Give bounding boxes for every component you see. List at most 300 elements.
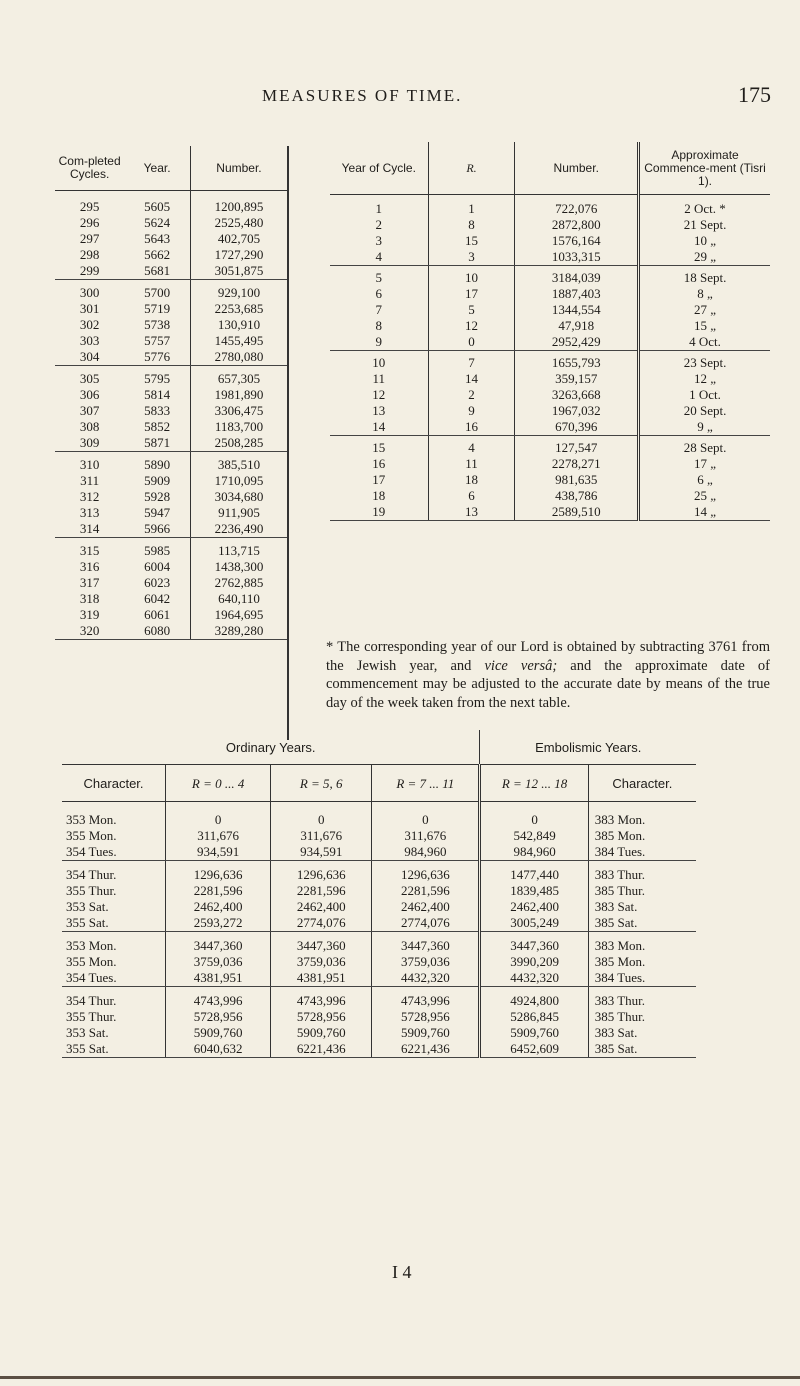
table-cell: 1438,300 [190,559,287,575]
table-cell: 1655,793 [515,351,639,372]
table-cell: 313 [79,505,100,520]
table-cell: 21 Sept. [639,217,770,233]
table-cell: 3184,039 [515,266,639,287]
table-cell: 2589,510 [515,504,639,521]
table-row [62,828,696,844]
footnote-text: * The corresponding year of our Lord is obtained by subtracting 3761 from the Jewish year, and [326,639,770,674]
table-cell: 9 [428,403,515,419]
table-row [62,932,696,955]
table-cell: 0 [271,802,372,829]
table-cell: 6 [428,488,515,504]
table-cell: 311,676 [372,828,480,844]
table-cell: 319 [79,607,100,622]
table-cell: 308 [79,419,100,434]
table-cell: 305 [79,371,100,386]
table-cell: 8 [428,217,515,233]
table-row [62,883,696,899]
table-row [55,231,287,247]
table-cell: 23 Sept. [639,351,770,372]
table-cell: 15 „ [639,318,770,334]
table-cell: 309 [55,435,124,452]
table-row [330,504,770,521]
table-cell: 670,396 [515,419,639,436]
table-cell: 5681 [124,263,190,280]
table-cell: 354 Thur. [66,993,117,1008]
table-cell: 14 [330,419,428,436]
table-cell: 1710,095 [190,473,287,489]
table-cell: 385,510 [190,452,287,474]
table-cell: 298 [79,247,100,262]
table-cell: 984,960 [480,844,588,861]
table-row [55,317,287,333]
table-cell: 384 Tues. [588,970,696,987]
table-cell: 2780,080 [190,349,287,366]
table-cell: 307 [79,403,100,418]
signature-mark: I 4 [392,1262,412,1282]
table-cell: 5833 [144,403,171,418]
table-row [62,1025,696,1041]
table-cell: 6042 [144,591,171,606]
table-cell: 3289,280 [190,623,287,640]
table-cell: 296 [79,215,100,230]
table-cell: 1 [375,201,383,216]
table-cell: 2462,400 [480,899,588,915]
table-cell: 113,715 [190,538,287,560]
table-cell: 385 Sat. [588,1041,696,1058]
table-row [55,538,287,560]
table-cell: 383 Thur. [588,861,696,884]
table-cell: 5814 [144,387,171,402]
table-cell: 7 [375,302,383,317]
table-cell: 4432,320 [480,970,588,987]
table-cell: 5871 [124,435,190,452]
table-row [55,387,287,403]
table-row [62,802,696,829]
table-cell: 3759,036 [372,954,480,970]
table-cell: 6221,436 [372,1041,480,1058]
table-cell: 383 Thur. [588,987,696,1010]
table-cell: 911,905 [190,505,287,521]
table-cell: 5643 [144,231,171,246]
table-row [55,247,287,263]
table-cell: 130,910 [190,317,287,333]
table-cell: 355 Mon. [66,954,117,969]
table-cell: 8 [375,318,383,333]
table-cell: 359,157 [515,371,639,387]
table-cell: 3447,360 [372,932,480,955]
col-header-number: Number. [515,142,639,195]
table-cell: 355 Sat. [62,1041,166,1058]
table-cell: 299 [55,263,124,280]
table-cell: 311,676 [166,828,271,844]
table-row [330,249,770,266]
table-cell: 1477,440 [480,861,588,884]
table-row [55,435,287,452]
table-cell: 383 Sat. [588,1025,696,1041]
table-row [62,1041,696,1058]
embolismic-years-heading: Embolismic Years. [480,730,696,765]
table-cell: 5776 [124,349,190,366]
table-cell: 385 Sat. [588,915,696,932]
table-cell: 6 „ [639,472,770,488]
table-cell: 3759,036 [271,954,372,970]
table-cell: 5624 [144,215,171,230]
table-cell: 383 Mon. [588,802,696,829]
table-row [330,472,770,488]
ordinary-embolismic-body [62,802,696,1058]
table-cell: 2525,480 [190,215,287,231]
table-cell: 12 „ [639,371,770,387]
table-row [55,623,287,640]
table-cell: 2774,076 [271,915,372,932]
table-cell: 1455,495 [190,333,287,349]
table-cell: 5728,956 [372,1009,480,1025]
table-cell: 1967,032 [515,403,639,419]
table-cell: 295 [79,199,100,214]
table-cell: 314 [55,521,124,538]
table-cell: 4 [330,249,428,266]
table-cell: 5719 [144,301,171,316]
table-row [62,970,696,987]
completed-cycles-table [55,146,287,640]
col-header-r: R. [428,142,515,195]
table-cell: 11 [428,456,515,472]
table-row [62,844,696,861]
table-row [62,954,696,970]
table-cell: 20 Sept. [639,403,770,419]
table-cell: 12 [372,387,386,402]
table-cell: 2 [428,387,515,403]
table-rule [287,146,289,740]
table-row [55,349,287,366]
table-cell: 300 [79,285,100,300]
table-cell: 304 [55,349,124,366]
table-cell: 4743,996 [271,987,372,1010]
table-cell: 17 [372,472,386,487]
col-header-r-0-4: R = 0 ... 4 [166,765,271,802]
table-cell: 6061 [144,607,171,622]
table-row [330,334,770,351]
footnote-italic: vice versâ; [484,657,558,674]
table-cell: 1727,290 [190,247,287,263]
footnote [326,638,770,712]
table-cell: 6452,609 [480,1041,588,1058]
table-cell: 2236,490 [190,521,287,538]
table-cell: 5 [375,270,383,285]
table-row [330,387,770,403]
table-cell: 4432,320 [372,970,480,987]
table-row [330,351,770,372]
ordinary-years-heading: Ordinary Years. [62,730,480,765]
table-cell: 5909,760 [480,1025,588,1041]
table-cell: 3990,209 [480,954,588,970]
table-cell: 2462,400 [372,899,480,915]
table-cell: 354 Tues. [62,970,166,987]
table-cell: 11 [372,371,386,386]
col-header-r-5-6: R = 5, 6 [271,765,372,802]
table-cell: 18 [428,472,515,488]
table-row [330,456,770,472]
table-cell: 2462,400 [271,899,372,915]
table-cell: 47,918 [515,318,639,334]
table-cell: 0 [480,802,588,829]
table-cell: 15 [372,440,386,455]
table-cell: 301 [79,301,100,316]
table-cell: 384 Tues. [588,844,696,861]
table-cell: 6080 [124,623,190,640]
table-cell: 4381,951 [271,970,372,987]
table-cell: 2253,685 [190,301,287,317]
table-cell: 0 [166,802,271,829]
col-header-year: Year. [124,146,190,191]
table-cell: 6221,436 [271,1041,372,1058]
table-row [330,318,770,334]
table-row [55,473,287,489]
table-cell: 3034,680 [190,489,287,505]
table-cell: 355 Thur. [66,1009,117,1024]
table-cell: 1 [428,195,515,218]
table-cell: 6023 [144,575,171,590]
table-cell: 302 [79,317,100,332]
table-cell: 1 Oct. [639,387,770,403]
table-cell: 2462,400 [166,899,271,915]
table-cell: 10 „ [639,233,770,249]
ordinary-embolismic-table [62,730,696,1058]
table-row [55,419,287,435]
table-cell: 4 Oct. [639,334,770,351]
table-cell: 2 [375,217,383,232]
table-cell: 355 Mon. [66,828,117,843]
table-cell: 722,076 [515,195,639,218]
table-cell: 5909,760 [166,1025,271,1041]
table-cell: 16 [428,419,515,436]
table-cell: 5700 [144,285,171,300]
table-cell: 3306,475 [190,403,287,419]
table-cell: 19 [330,504,428,521]
table-cell: 355 Sat. [62,915,166,932]
table-row [330,195,770,218]
table-cell: 1033,315 [515,249,639,266]
table-row [330,419,770,436]
table-cell: 10 [428,266,515,287]
table-cell: 1296,636 [271,861,372,884]
table-cell: 9 [330,334,428,351]
table-cell: 438,786 [515,488,639,504]
table-cell: 14 „ [639,504,770,521]
table-cell: 383 Sat. [588,899,696,915]
table-cell: 310 [79,457,100,472]
table-cell: 3447,360 [166,932,271,955]
table-row [330,488,770,504]
table-cell: 13 [372,403,386,418]
table-row [62,899,696,915]
table-row [55,280,287,302]
table-cell: 353 Mon. [66,938,117,953]
table-cell: 1296,636 [166,861,271,884]
table-cell: 5728,956 [271,1009,372,1025]
table-row [55,607,287,623]
table-cell: 2508,285 [190,435,287,452]
table-cell: 929,100 [190,280,287,302]
table-cell: 640,110 [190,591,287,607]
table-cell: 984,960 [372,844,480,861]
table-row [330,286,770,302]
table-cell: 15 [428,233,515,249]
table-cell: 1344,554 [515,302,639,318]
table-row [55,301,287,317]
table-cell: 16 [372,456,386,471]
page-number: 175 [738,82,771,107]
table-cell: 5909 [144,473,171,488]
col-header-year-of-cycle: Year of Cycle. [330,142,428,195]
page-edge [0,1376,800,1379]
table-cell: 5728,956 [166,1009,271,1025]
table-row [330,403,770,419]
table-cell: 5852 [144,419,171,434]
table-row [62,987,696,1010]
table-cell: 303 [79,333,100,348]
table-row [55,215,287,231]
table-cell: 934,591 [271,844,372,861]
table-cell: 385 Thur. [588,883,696,899]
table-cell: 2281,596 [372,883,480,899]
table-cell: 354 Thur. [66,867,117,882]
col-header-character: Character. [62,765,166,802]
table-cell: 5662 [144,247,171,262]
table-row [55,489,287,505]
table-cell: 385 Mon. [588,954,696,970]
table-cell: 5947 [144,505,171,520]
table-cell: 28 Sept. [639,436,770,457]
table-cell: 5985 [144,543,171,558]
table-cell: 9 „ [639,419,770,436]
col-header-number: Number. [190,146,287,191]
col-header-completed-cycles: Com-pleted Cycles. [55,146,124,191]
table-cell: 12 [428,318,515,334]
table-row [55,505,287,521]
table-cell: 320 [55,623,124,640]
table-cell: 17 „ [639,456,770,472]
table-cell: 355 Thur. [66,883,117,898]
table-cell: 316 [79,559,100,574]
table-cell: 6040,632 [166,1041,271,1058]
table-cell: 3 [375,233,383,248]
table-cell: 2872,800 [515,217,639,233]
table-row [55,559,287,575]
table-cell: 1964,695 [190,607,287,623]
table-cell: 5928 [144,489,171,504]
table-cell: 317 [79,575,100,590]
table-row [55,575,287,591]
table-cell: 7 [428,351,515,372]
table-cell: 981,635 [515,472,639,488]
table-cell: 4743,996 [166,987,271,1010]
table-row [55,263,287,280]
table-cell: 29 „ [639,249,770,266]
table-row [55,591,287,607]
table-cell: 315 [79,543,100,558]
table-cell: 1296,636 [372,861,480,884]
table-cell: 5795 [144,371,171,386]
col-header-commencement: Approximate Commence-ment (Tisri 1). [639,142,770,195]
table-cell: 3005,249 [480,915,588,932]
table-cell: 5909,760 [271,1025,372,1041]
table-cell: 27 „ [639,302,770,318]
table-cell: 6004 [144,559,171,574]
table-cell: 2 Oct. * [639,195,770,218]
year-of-cycle-body [330,195,770,521]
table-cell: 3 [428,249,515,266]
table-cell: 2774,076 [372,915,480,932]
table-row [330,436,770,457]
table-cell: 353 Sat. [66,1025,109,1040]
table-row [330,371,770,387]
table-cell: 657,305 [190,366,287,388]
table-cell: 3263,668 [515,387,639,403]
table-cell: 318 [79,591,100,606]
footnote-text-end: and the approximate date of commencement may be adjusted to the accurate date by means of the true day of the week taken from the next table. [326,657,770,711]
table-cell: 4924,800 [480,987,588,1010]
table-cell: 18 Sept. [639,266,770,287]
table-cell: 1200,895 [190,191,287,216]
table-cell: 5605 [144,199,171,214]
table-cell: 0 [428,334,515,351]
table-cell: 3447,360 [480,932,588,955]
table-cell: 8 „ [639,286,770,302]
table-cell: 4381,951 [166,970,271,987]
table-cell: 354 Tues. [62,844,166,861]
table-cell: 1839,485 [480,883,588,899]
table-row [330,302,770,318]
table-cell: 385 Thur. [588,1009,696,1025]
table-cell: 2593,272 [166,915,271,932]
table-cell: 17 [428,286,515,302]
table-cell: 1576,164 [515,233,639,249]
table-cell: 5738 [144,317,171,332]
table-cell: 385 Mon. [588,828,696,844]
table-cell: 934,591 [166,844,271,861]
table-row [55,366,287,388]
table-row [55,403,287,419]
table-cell: 5757 [144,333,171,348]
table-cell: 4743,996 [372,987,480,1010]
completed-cycles-body [55,191,287,640]
table-row [330,233,770,249]
table-cell: 18 [372,488,386,503]
table-cell: 402,705 [190,231,287,247]
table-cell: 383 Mon. [588,932,696,955]
table-row [330,217,770,233]
table-cell: 5966 [124,521,190,538]
year-of-cycle-table [330,142,770,521]
running-title: MEASURES OF TIME. [262,86,463,105]
table-cell: 5286,845 [480,1009,588,1025]
table-cell: 10 [372,355,386,370]
table-cell: 2278,271 [515,456,639,472]
table-cell: 1183,700 [190,419,287,435]
table-cell: 2952,429 [515,334,639,351]
table-row [62,861,696,884]
table-cell: 5890 [144,457,171,472]
table-cell: 4 [428,436,515,457]
table-cell: 127,547 [515,436,639,457]
table-cell: 311,676 [271,828,372,844]
table-row [55,521,287,538]
table-row [55,333,287,349]
table-cell: 0 [372,802,480,829]
table-cell: 353 Mon. [66,812,117,827]
table-cell: 311 [80,473,100,488]
